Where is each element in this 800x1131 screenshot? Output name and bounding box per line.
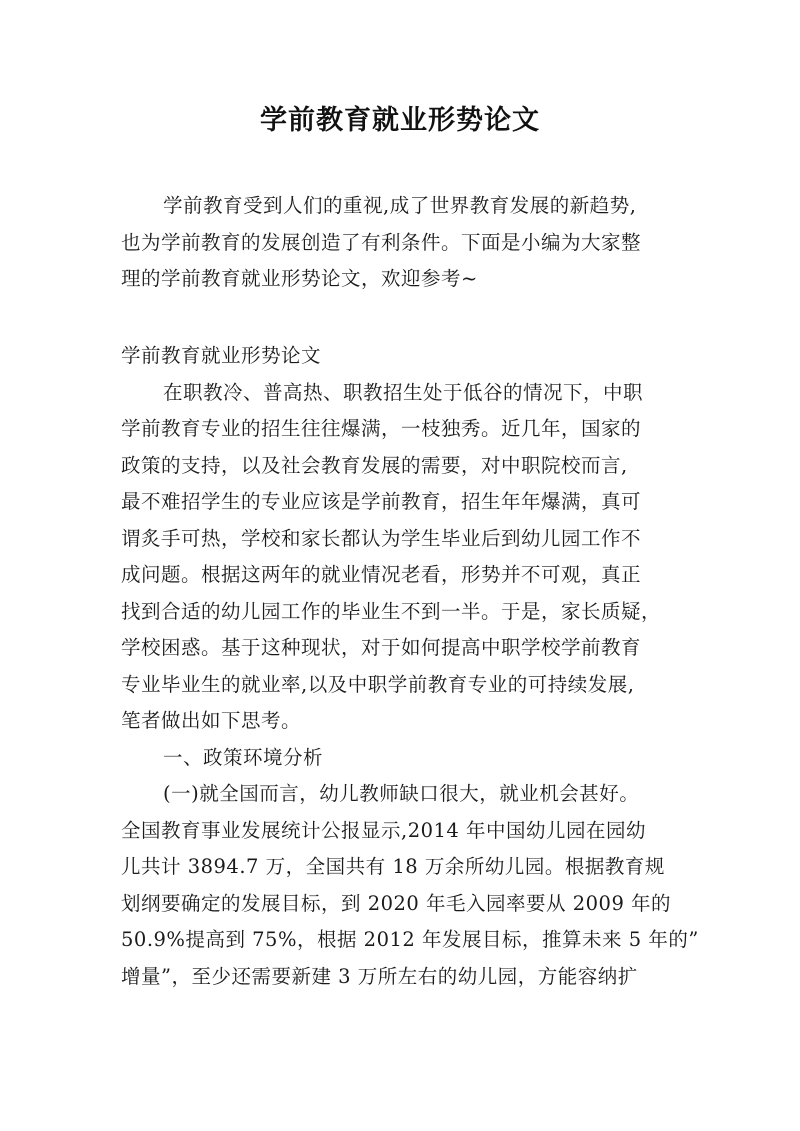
main-content — [121, 338, 699, 995]
intro-line: 学前教育受到人们的重视,成了世界教育发展的新趋势, — [163, 194, 637, 217]
intro-line: 也为学前教育的发展创造了有利条件。下面是小编为大家整 — [121, 230, 642, 254]
paragraph-line: 儿共计 3894.7 万，全国共有 18 万余所幼儿园。根据教育规 — [121, 855, 665, 878]
paragraph-line: 50.9%提高到 75%，根据 2012 年发展目标，推算未来 5 年的” — [121, 928, 699, 951]
intro-line: 理的学前教育就业形势论文，欢迎参考~ — [121, 267, 478, 290]
paragraph-line: (一)就全国而言，幼儿教师缺口很大，就业机会甚好。 — [163, 782, 640, 805]
document-title: 学前教育就业形势论文 — [260, 105, 540, 136]
subheading: 一、政策环境分析 — [163, 745, 324, 769]
paragraph-line: 学校困惑。基于这种现状，对于如何提高中职学校学前教育 — [121, 636, 642, 659]
section-heading: 学前教育就业形势论文 — [121, 344, 322, 367]
paragraph-line: 在职教冷、普高热、职教招生处于低谷的情况下，中职 — [163, 380, 644, 404]
paragraph-line: 增量”，至少还需要新建 3 万所左右的幼儿园，方能容纳扩 — [121, 964, 638, 988]
paragraph-line: 谓炙手可热，学校和家长都认为学生毕业后到幼儿园工作不 — [121, 526, 642, 550]
paragraph-line: 笔者做出如下思考。 — [121, 709, 302, 732]
paragraph-line: 政策的支持，以及社会教育发展的需要，对中职院校而言, — [121, 453, 628, 477]
paragraph-line: 成问题。根据这两年的就业情况老看，形势并不可观，真正 — [121, 563, 642, 586]
paragraph-line: 全国教育事业发展统计公报显示,2014 年中国幼儿园在园幼 — [121, 818, 647, 842]
paragraph-line: 学前教育专业的招生往往爆满，一枝独秀。近几年，国家的 — [121, 417, 642, 440]
paragraph-line: 专业毕业生的就业率,以及中职学前教育专业的可持续发展, — [121, 672, 635, 696]
paragraph-line: 找到合适的幼儿园工作的毕业生不到一半。于是，家长质疑， — [121, 599, 662, 623]
paragraph-line: 最不难招学生的专业应该是学前教育，招生年年爆满，真可 — [121, 490, 642, 513]
paragraph-line: 划纲要确定的发展目标，到 2020 年毛入园率要从 2009 年的 — [121, 891, 672, 915]
intro-paragraph — [121, 188, 691, 298]
